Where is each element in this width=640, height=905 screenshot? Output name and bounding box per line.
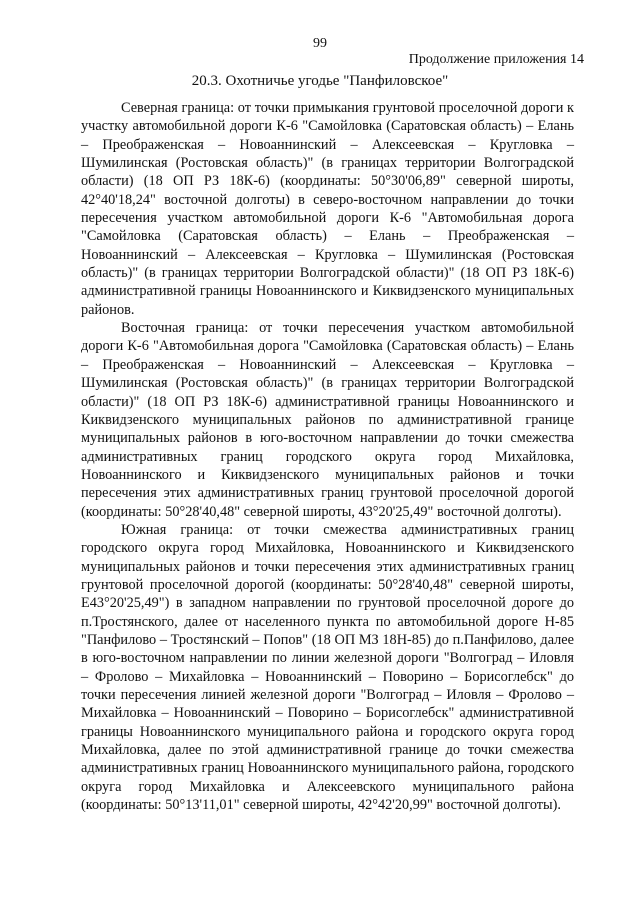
paragraph-east-boundary: Восточная граница: от точки пересечения участком автомобильной дороги К-6 "Автомобильная дорога "Самойловка (Саратовская область) – Елань – Преображенская – Новоаннинский – Алексеевская – Кругловка – Шумилинская (Ростовская область)" (в границах территории Волгоградской области)" (18 ОП РЗ 18К-6) административной границы Новоаннинского и Киквидзенского муниципальных районов по административной границе муниципальных районов в юго-восточном направлении до точки смежества административных границ городского округа город Михайловка, Новоаннинского и Киквидзенского муниципальных районов и точки пересечения этих административных границ грунтовой проселочной дорогой (координаты: 50°28'40,48" северной широты, 43°20'25,49" восточной долготы). — [81, 320, 574, 520]
paragraph-north-boundary: Северная граница: от точки примыкания грунтовой проселочной дороги к участку автомобильной дороги К-6 "Самойловка (Саратовская область) – Елань – Преображенская – Новоаннинский – Алексеевская – Кругловка – Шумилинская (Ростовская область)" (в границах территории Волгоградской области) (18 ОП РЗ 18К-6) (координаты: 50°30'06,89" северной широты, 42°40'18,24" восточной долготы) в северо-восточном направлении до точки пересечения участком автомобильной дороги К-6 "Автомобильная дорога "Самойловка (Саратовская область) – Елань – Преображенская – Новоаннинский – Алексеевская – Кругловка – Шумилинская (Ростовская область)" (в границах территории Волгоградской области)" (18 ОП РЗ 18К-6) административной границы Новоаннинского и Киквидзенского муниципальных районов. — [81, 100, 574, 318]
page-number: 99 — [313, 36, 327, 51]
document-body — [81, 99, 574, 814]
paragraph-south-boundary: Южная граница: от точки смежества административных границ городского округа город Михайловка, Новоаннинского и Киквидзенского муниципальных районов и точки пересечения этих административных границ грунтовой проселочной дорогой (координаты: 50°28'40,48" северной широты, E43°20'25,49") в западном направлении по грунтовой проселочной дороге до п.Тростянского, далее от населенного пункта по автомобильной дороге Н-85 "Панфилово – Тростянский – Попов" (18 ОП МЗ 18Н-85) до п.Панфилово, далее в юго-восточном направлении по линии железной дороги "Волгоград – Иловля – Фролово – Михайловка – Новоаннинский – Поворино – Борисоглебск" до точки пересечения линией железной дороги "Волгоград – Иловля – Фролово – Михайловка – Новоаннинский – Поворино – Борисоглебск" административной границы Новоаннинского муниципального района и городского округа город Михайловка, далее по этой административной границе до точки смежества административных границ Новоаннинского муниципального района, городского округа город Михайловка и Алексеевского муниципального района (координаты: 50°13'11,01" северной широты, 42°42'20,99" восточной долготы). — [81, 521, 574, 814]
appendix-continuation-note: Продолжение приложения 14 — [408, 52, 584, 67]
section-title: 20.3. Охотничье угодье "Панфиловское" — [191, 73, 449, 89]
